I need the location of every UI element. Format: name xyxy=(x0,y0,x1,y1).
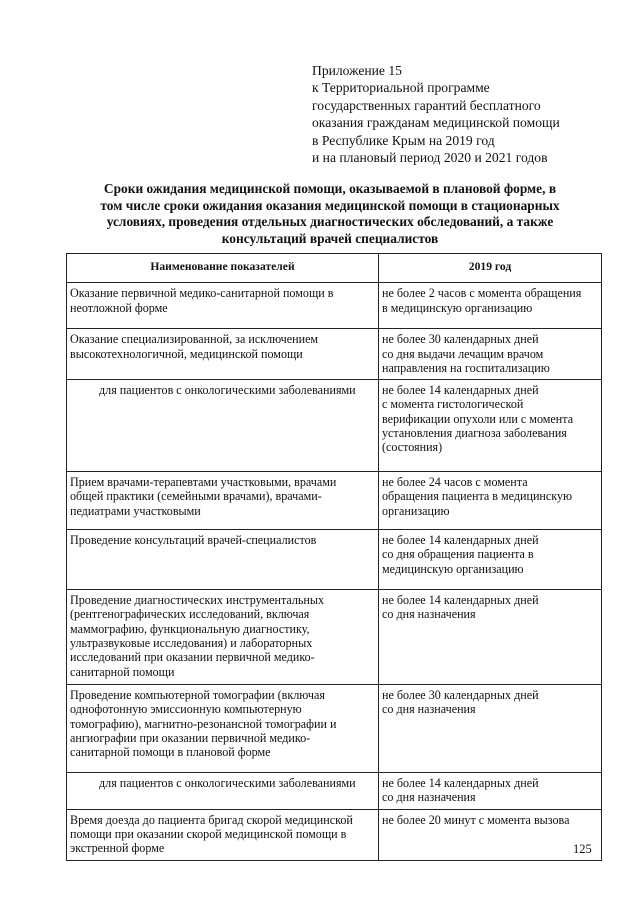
cell-line: экстренной форме xyxy=(70,841,165,856)
cell-line: маммографию, функциональную диагностику, xyxy=(70,621,310,636)
cell-line: с момента гистологической xyxy=(382,397,524,412)
value-cell xyxy=(379,773,602,810)
cell-line: педиатрами участковыми xyxy=(70,503,201,518)
cell-line: для пациентов с онкологическими заболеваниями xyxy=(99,383,356,398)
cell-line: Время доезда до пациента бригад скорой медицинской xyxy=(70,812,353,827)
cell-line: (состояния) xyxy=(382,440,443,455)
cell-line: не более 30 календарных дней xyxy=(382,332,539,347)
appendix-line: оказания гражданам медицинской помощи xyxy=(312,115,560,131)
value-cell xyxy=(379,809,602,860)
value-cell xyxy=(379,329,602,380)
appendix-line: и на плановый период 2020 и 2021 годов xyxy=(312,150,548,166)
cell-line: не более 30 календарных дней xyxy=(382,688,539,703)
column-header-year: 2019 год xyxy=(379,254,602,283)
table-header-row xyxy=(67,254,602,283)
cell-line: ультразвуковые исследования) и лабораторных xyxy=(70,636,313,651)
waiting-times-table xyxy=(66,253,602,861)
appendix-line: в Республике Крым на 2019 год xyxy=(312,132,495,148)
value-cell xyxy=(379,283,602,329)
table-row xyxy=(67,590,602,685)
indicator-cell xyxy=(67,380,379,472)
indicator-cell xyxy=(67,809,379,860)
indicator-cell xyxy=(67,283,379,329)
cell-line: не более 14 календарных дней xyxy=(382,593,539,608)
cell-line: организацию xyxy=(382,503,450,518)
table-row xyxy=(67,380,602,472)
value-cell xyxy=(379,530,602,590)
table-row xyxy=(67,773,602,810)
cell-line: (рентгенографических исследований, включая xyxy=(70,607,310,622)
page-number: 125 xyxy=(573,842,592,856)
cell-line: верификации опухоли или с момента xyxy=(382,411,574,426)
cell-line: не более 20 минут с момента вызова xyxy=(382,812,570,827)
cell-line: для пациентов с онкологическими заболеваниями xyxy=(99,776,356,791)
cell-line: Проведение компьютерной томографии (включая xyxy=(70,688,325,703)
cell-line: санитарной помощи в плановой форме xyxy=(70,745,271,760)
cell-line: установления диагноза заболевания xyxy=(382,426,567,441)
table-row xyxy=(67,809,602,860)
cell-line: медицинскую организацию xyxy=(382,561,524,576)
cell-line: помощи при оказании скорой медицинской помощи в xyxy=(70,827,347,842)
indicator-cell xyxy=(67,773,379,810)
value-cell xyxy=(379,590,602,685)
cell-line: Проведение диагностических инструментальных xyxy=(70,593,325,608)
cell-line: со дня назначения xyxy=(382,607,476,622)
cell-line: не более 14 календарных дней xyxy=(382,383,539,398)
indicator-cell xyxy=(67,590,379,685)
cell-line: Оказание специализированной, за исключением xyxy=(70,332,319,347)
cell-line: направления на госпитализацию xyxy=(382,360,550,375)
cell-line: не более 14 календарных дней xyxy=(382,533,539,548)
indicator-cell xyxy=(67,685,379,773)
appendix-line: к Территориальной программе xyxy=(312,80,490,96)
cell-line: томографию), магнитно-резонансной томографии и xyxy=(70,716,337,731)
cell-line: высокотехнологичной, медицинской помощи xyxy=(70,346,303,361)
cell-line: исследований при оказании первичной медико- xyxy=(70,650,315,665)
table-row xyxy=(67,530,602,590)
cell-line: со дня обращения пациента в xyxy=(382,547,534,562)
table-row xyxy=(67,329,602,380)
cell-line: не более 24 часов с момента xyxy=(382,475,528,490)
cell-line: санитарной помощи xyxy=(70,664,175,679)
cell-line: обращения пациента в медицинскую xyxy=(382,489,573,504)
cell-line: не более 14 календарных дней xyxy=(382,776,539,791)
table-row xyxy=(67,472,602,530)
title-line: условиях, проведения отдельных диагностических обследований, а также xyxy=(106,214,554,230)
table-row xyxy=(67,283,602,329)
appendix-line: государственных гарантий бесплатного xyxy=(312,97,541,113)
document-title xyxy=(60,181,600,247)
cell-line: не более 2 часов с момента обращения xyxy=(382,286,582,301)
title-line: Сроки ожидания медицинской помощи, оказываемой в плановой форме, в xyxy=(103,181,557,196)
title-line: том числе сроки ожидания оказания медицинской помощи в стационарных xyxy=(100,197,560,213)
cell-line: Проведение консультаций врачей-специалистов xyxy=(70,533,317,548)
cell-line: со дня выдачи лечащим врачом xyxy=(382,346,544,361)
cell-line: в медицинскую организацию xyxy=(382,300,533,315)
cell-line: Прием врачами-терапевтами участковыми, врачами xyxy=(70,475,337,490)
appendix-line: Приложение 15 xyxy=(312,63,402,78)
indicator-cell xyxy=(67,530,379,590)
cell-line: общей практики (семейными врачами), врачами- xyxy=(70,489,322,504)
cell-line: со дня назначения xyxy=(382,790,476,805)
cell-line: Оказание первичной медико-санитарной помощи в xyxy=(70,286,334,301)
column-header-indicator: Наименование показателей xyxy=(67,254,379,283)
cell-line: со дня назначения xyxy=(382,702,476,717)
indicator-cell xyxy=(67,472,379,530)
value-cell xyxy=(379,472,602,530)
cell-line: ангиографии при оказании первичной медико- xyxy=(70,731,311,746)
value-cell xyxy=(379,380,602,472)
cell-line: однофотонную эмиссионную компьютерную xyxy=(70,702,302,717)
table-row xyxy=(67,685,602,773)
title-line: консультаций врачей специалистов xyxy=(221,230,439,246)
indicator-cell xyxy=(67,329,379,380)
appendix-header xyxy=(312,62,612,166)
value-cell xyxy=(379,685,602,773)
cell-line: неотложной форме xyxy=(70,300,168,315)
